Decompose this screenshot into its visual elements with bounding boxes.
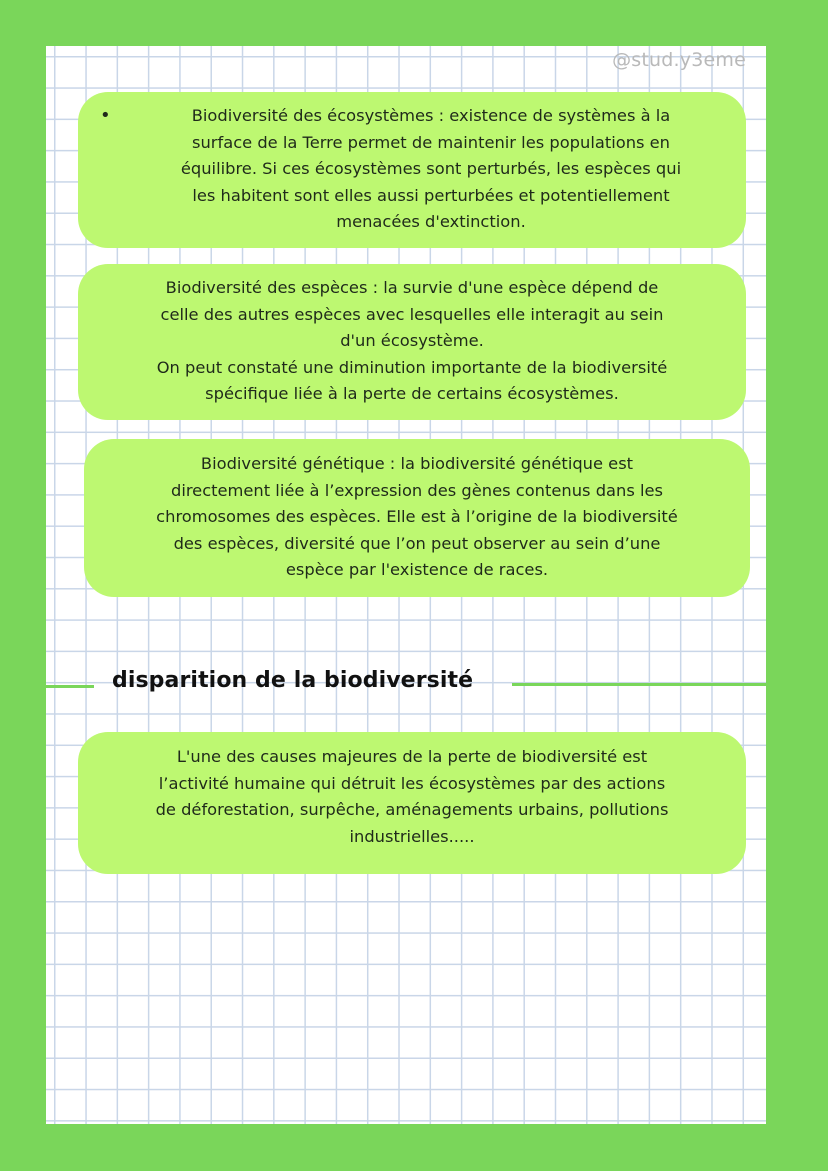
card-genetic-biodiversity	[84, 439, 750, 597]
section-heading: disparition de la biodiversité	[112, 668, 474, 693]
heading-divider-right	[512, 683, 766, 686]
author-watermark: @stud.y3eme	[612, 49, 746, 71]
card-species-biodiversity	[78, 264, 746, 420]
card-line: les habitent sont elles aussi perturbées et potentiellement	[192, 185, 670, 205]
card-line: Biodiversité des espèces : la survie d'une espèce dépend de	[165, 278, 659, 297]
card-line: Biodiversité génétique : la biodiversité génétique est	[200, 454, 634, 473]
card-line: équilibre. Si ces écosystèmes sont perturbés, les espèces qui	[180, 159, 682, 178]
card-line: industrielles.....	[349, 826, 475, 846]
card-line: On peut constaté une diminution importante de la biodiversité	[156, 357, 668, 377]
card-line: chromosomes des espèces. Elle est à l’origine de la biodiversité	[156, 507, 678, 526]
card-ecosystem-biodiversity	[78, 92, 746, 248]
card-line: l’activité humaine qui détruit les écosystèmes par des actions	[158, 773, 666, 793]
card-line: menacées d'extinction.	[336, 212, 526, 231]
heading-divider-left	[46, 685, 94, 688]
card-line: Biodiversité des écosystèmes : existence de systèmes à la	[191, 106, 671, 125]
card-line: L'une des causes majeures de la perte de biodiversité est	[176, 747, 648, 766]
card-line: des espèces, diversité que l’on peut observer au sein d’une	[173, 533, 661, 553]
card-line: celle des autres espèces avec lesquelles elle interagit au sein	[160, 304, 664, 324]
bullet-icon: •	[100, 105, 111, 126]
card-line: directement liée à l’expression des gènes contenus dans les	[170, 480, 663, 500]
card-line: de déforestation, surpêche, aménagements urbains, pollutions	[155, 800, 669, 819]
card-line: surface de la Terre permet de maintenir les populations en	[191, 132, 671, 152]
card-biodiversity-loss	[78, 732, 746, 874]
card-line: spécifique liée à la perte de certains écosystèmes.	[205, 384, 619, 403]
card-line: d'un écosystème.	[340, 331, 484, 350]
card-line: espèce par l'existence de races.	[285, 560, 549, 579]
notebook-page	[46, 46, 766, 1124]
